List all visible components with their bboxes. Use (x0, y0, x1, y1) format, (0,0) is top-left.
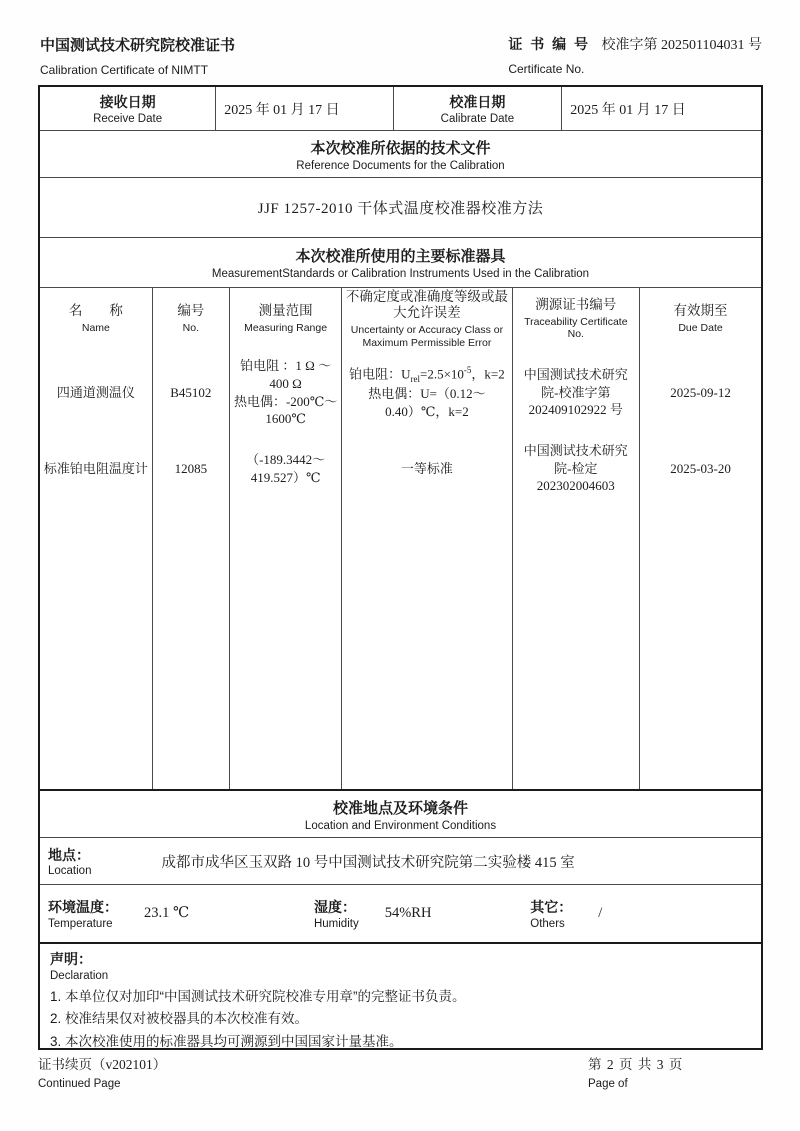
temperature-value: 23.1 ℃ (144, 905, 190, 921)
doc-header (40, 34, 762, 77)
continued-page-en: Continued Page (38, 1078, 121, 1090)
location-row (40, 837, 761, 884)
footer-right (588, 1053, 763, 1090)
col-header-range-cn: 测量范围 (258, 303, 313, 319)
standards-empty-area (40, 502, 761, 789)
others-group (530, 897, 761, 930)
standards-title (40, 237, 761, 287)
temperature-group (40, 897, 314, 930)
instrument-name: 标准铂电阻温度计 (43, 460, 148, 476)
col-header-uncertainty-en: Uncertainty or Accuracy Class or Maximum Permissible Error (350, 324, 504, 349)
declaration-label-en: Declaration (50, 970, 109, 982)
empty-cell (512, 502, 640, 789)
declaration-section (40, 942, 761, 1048)
humidity-value: 54%RH (384, 905, 432, 921)
reference-docs-title (40, 130, 761, 177)
doc-title-cn: 中国测试技术研究院校准证书 (40, 37, 236, 54)
instrument-no: 12085 (152, 435, 229, 502)
declaration-item-1: 1. 本单位仅对加印“中国测试技术研究院校准专用章”的完整证书负责。 (50, 989, 466, 1004)
range-line-1: 铂电阻 ：1 Ω ～400 Ω (240, 358, 332, 391)
declaration-label-cn: 声明： (50, 951, 92, 967)
col-header-no-cn: 编号 (177, 303, 205, 319)
doc-footer (38, 1053, 763, 1090)
uncertainty: 一等标准 (341, 435, 511, 502)
col-header-due (639, 288, 761, 350)
col-header-due-cn: 有效期至 (673, 303, 728, 319)
reference-doc-content: JJF 1257-2010 干体式温度校准器校准方法 (40, 177, 761, 237)
traceability-cert-no: 中国测试技术研究院-校准字第 202409102922 号 (512, 350, 640, 435)
standards-title-cn: 本次校准所使用的主要标准器具 (295, 248, 506, 265)
humidity-group (314, 897, 530, 930)
others-value: / (598, 905, 603, 921)
col-header-no-en: No. (182, 322, 199, 335)
col-header-name-cn: 名 称 (68, 303, 123, 319)
col-header-uncertainty (341, 288, 511, 350)
dates-row (40, 87, 761, 130)
humidity-label-en: Humidity (313, 918, 359, 930)
reference-docs-title-cn: 本次校准所依据的技术文件 (310, 139, 491, 157)
others-label-cn: 其它： (530, 899, 573, 915)
location-env-title-cn: 校准地点及环境条件 (332, 799, 468, 817)
col-header-uncertainty-cn: 不确定度或准确度等级或最大允许误差 (345, 288, 508, 321)
col-header-traceability-en: Traceability Certificate No. (524, 315, 628, 341)
location-env-title (40, 789, 761, 837)
page-number-en: Page of (588, 1078, 628, 1090)
receive-date-label-cn: 接收日期 (99, 94, 156, 110)
cert-no-label-en: Certificate No. (508, 62, 585, 76)
others-label-en: Others (530, 918, 565, 930)
cert-no-label-cn: 证 书 编 号 (508, 36, 591, 52)
humidity-label-cn: 湿度： (313, 899, 356, 915)
uncertainty (341, 350, 511, 435)
declaration-item-3: 3. 本次校准使用的标准器具均可溯源到中国国家计量基准。 (50, 1033, 403, 1049)
receive-date-value: 2025 年 01 月 17 日 (215, 87, 392, 130)
instrument-name: 四通道测温仪 (56, 384, 135, 400)
calibrate-date-label (393, 87, 562, 130)
col-header-traceability-cn: 溯源证书编号 (535, 296, 617, 312)
range-line-2: 热电偶：-200℃～1600℃ (233, 393, 338, 427)
uncertainty-line-1: 铂电阻：$U_{rel}=2.5\times 10^{-5}$，k=2 (349, 365, 505, 385)
empty-cell (40, 502, 152, 789)
measuring-range: （-189.3442～419.527）℃ (229, 435, 341, 502)
calibrate-date-label-cn: 校准日期 (449, 94, 506, 110)
environment-row (40, 884, 761, 942)
footer-left (38, 1053, 166, 1090)
certificate-table (38, 85, 763, 1050)
uncertainty-line-2: 热电偶：U=（0.12～0.40）℃，k=2 (368, 386, 486, 420)
location-label-en: Location (48, 865, 92, 877)
col-header-traceability (512, 288, 640, 350)
location-value: 成都市成华区玉双路 10 号中国测试技术研究院第二实验楼 415 室 (161, 854, 575, 871)
continued-page-cn: 证书续页（v202101） (38, 1057, 167, 1072)
doc-title-en: Calibration Certificate of NIMTT (40, 63, 209, 77)
temperature-label-en: Temperature (48, 918, 113, 930)
standards-header-row (40, 287, 761, 350)
col-header-range-en: Measuring Range (244, 322, 328, 335)
col-header-no (152, 288, 229, 350)
location-label (40, 845, 91, 877)
traceability-cert-no: 中国测试技术研究院-检定 202302004603 (512, 435, 640, 502)
col-header-range (229, 288, 341, 350)
empty-cell (639, 502, 761, 789)
declaration-item-2: 2. 校准结果仅对被校器具的本次校准有效。 (50, 1011, 309, 1027)
standards-row-2 (40, 435, 761, 502)
col-header-name (40, 288, 152, 350)
due-date: 2025-09-12 (639, 350, 761, 435)
standards-title-en: MeasurementStandards or Calibration Instruments Used in the Calibration (211, 268, 590, 280)
calibrate-date-label-en: Calibrate Date (440, 113, 515, 125)
cert-no-block (508, 34, 762, 77)
receive-date-label-en: Receive Date (93, 113, 163, 125)
reference-docs-title-en: Reference Documents for the Calibration (296, 159, 505, 172)
receive-date-label (40, 87, 215, 130)
col-header-name-en: Name (81, 322, 110, 335)
temperature-label-cn: 环境温度： (48, 899, 118, 915)
empty-cell (341, 502, 511, 789)
col-header-due-en: Due Date (678, 322, 723, 335)
page-number-cn: 第 2 页 共 3 页 (588, 1057, 684, 1072)
calibrate-date-value: 2025 年 01 月 17 日 (561, 87, 761, 130)
location-env-title-en: Location and Environment Conditions (304, 819, 497, 832)
measuring-range (229, 350, 341, 435)
empty-cell (152, 502, 229, 789)
empty-cell (229, 502, 341, 789)
doc-title-block (40, 34, 235, 77)
due-date: 2025-03-20 (639, 435, 761, 502)
standards-row-1 (40, 350, 761, 435)
cert-no-value: 校准字第 202501104031 号 (601, 38, 762, 53)
location-label-cn: 地点： (48, 847, 90, 863)
instrument-no: B45102 (152, 350, 229, 435)
